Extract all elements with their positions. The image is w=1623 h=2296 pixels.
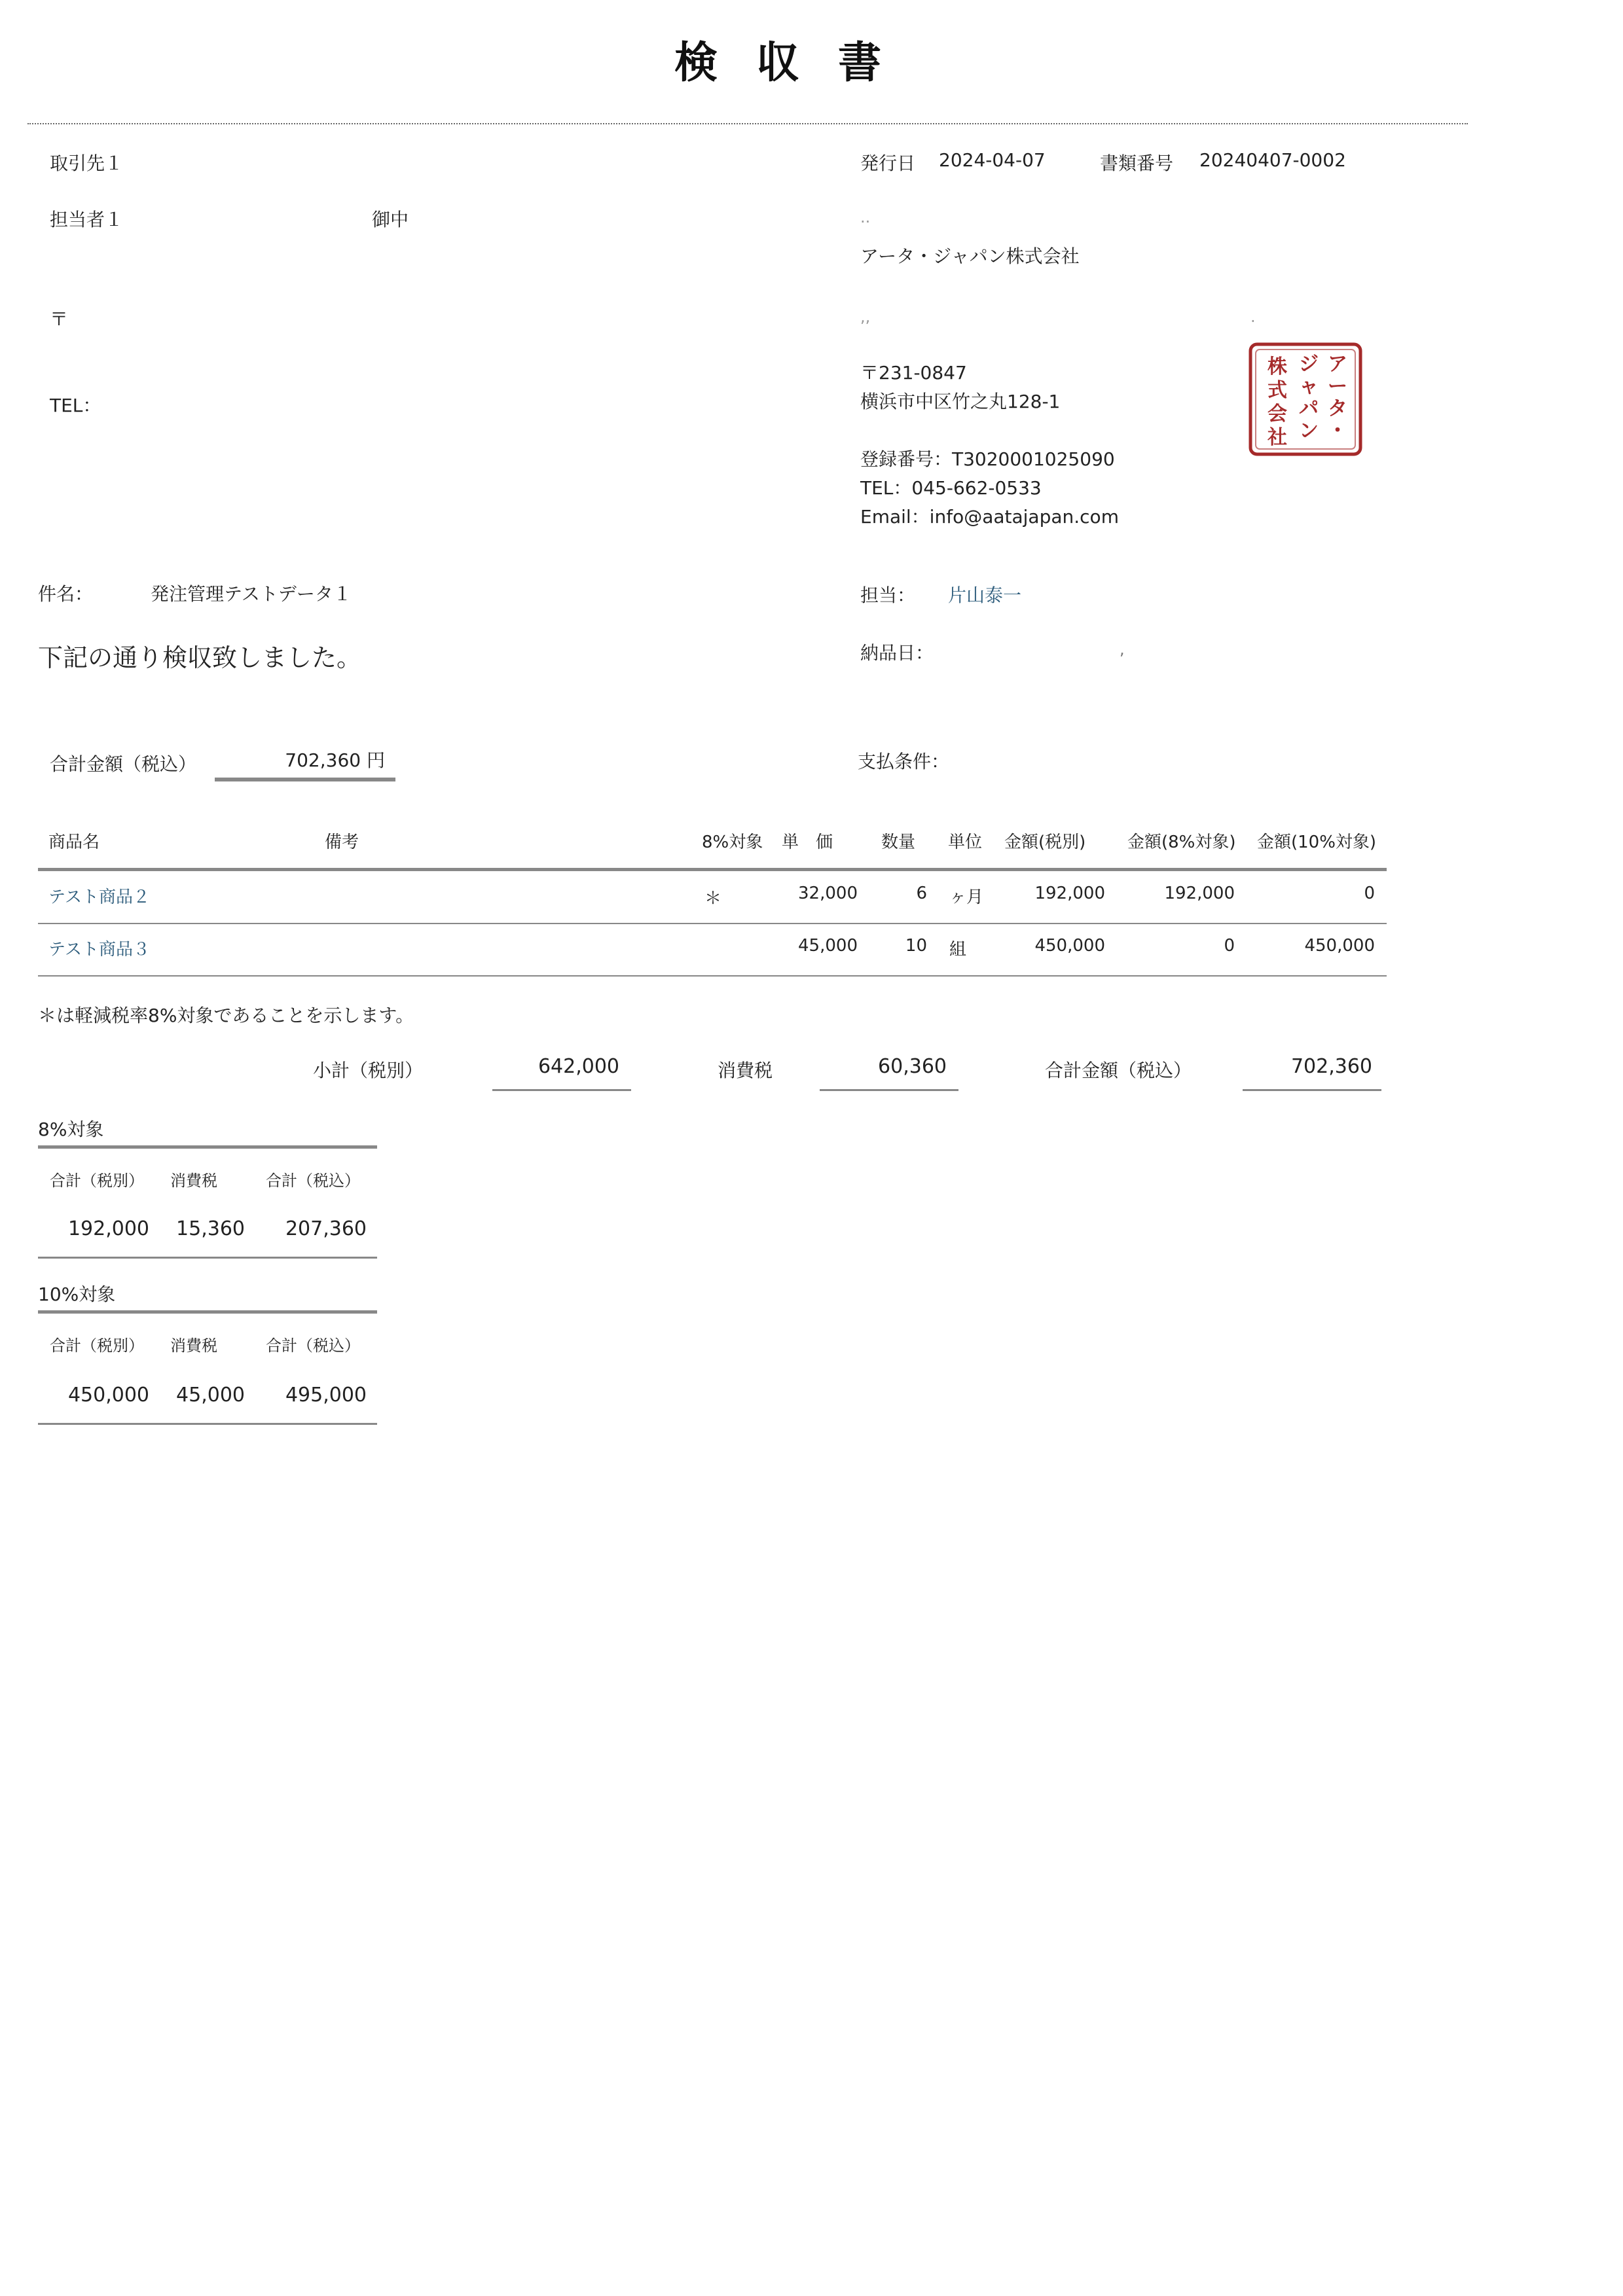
row-divider [38, 923, 1387, 924]
total-box-value: 702,360 円 [285, 749, 385, 771]
payment-terms-label: 支払条件： [858, 751, 950, 772]
svg-text:式: 式 [1267, 379, 1287, 402]
tax-10-header-total: 合計（税込） [266, 1336, 360, 1355]
subtotal-value: 642,000 [538, 1055, 619, 1078]
row-amount-8: 0 [1224, 936, 1235, 956]
row-quantity: 10 [905, 936, 927, 956]
table-header-rule [38, 868, 1387, 871]
svg-text:会: 会 [1267, 403, 1287, 425]
client-postal-mark: 〒 [50, 308, 69, 330]
total-box-underline [215, 778, 395, 781]
company-seal-stamp [1248, 342, 1363, 457]
tax-10-bottom-rule [38, 1423, 377, 1425]
tax-8-header-subtotal: 合計（税別） [50, 1172, 144, 1190]
subject-value: 発注管理テストデータ１ [151, 583, 352, 605]
acceptance-message: 下記の通り検収致しました。 [38, 643, 362, 672]
row-amount-10: 0 [1364, 884, 1375, 903]
tax-8-header-total: 合計（税込） [266, 1172, 360, 1190]
tax-label: 消費税 [718, 1060, 773, 1081]
docno-label: 書類番号 [1100, 152, 1174, 174]
issuer-email: Email：info@aatajapan.com [860, 506, 1119, 528]
col-header-unit: 単位 [948, 833, 983, 852]
issuer-dots-2: ,, [860, 308, 871, 326]
subtotal-label: 小計（税別） [313, 1060, 424, 1081]
row-amount: 450,000 [1034, 936, 1105, 956]
issuer-dot-3: . [1250, 308, 1256, 326]
document-title: 検 収 書 [674, 37, 893, 88]
svg-text:社: 社 [1267, 426, 1287, 449]
tax-underline [820, 1089, 958, 1091]
svg-text:ア: ア [1328, 353, 1347, 376]
total-box-label: 合計金額（税込） [50, 753, 197, 775]
svg-text:ー: ー [1328, 375, 1347, 398]
svg-text:・: ・ [1328, 420, 1347, 442]
row-unit-price: 32,000 [798, 884, 858, 903]
row-amount-10: 450,000 [1304, 936, 1375, 956]
col-header-item-name: 商品名 [48, 833, 100, 852]
issuer-tel: TEL：045-662-0533 [860, 477, 1042, 499]
subject-label: 件名： [38, 583, 94, 605]
client-company: 取引先１ [50, 152, 124, 174]
table-bottom-rule [38, 975, 1387, 977]
svg-text:株: 株 [1267, 355, 1287, 378]
client-honorific: 御中 [372, 209, 409, 230]
col-header-unit-price: 単 価 [782, 833, 833, 852]
row-item-name: テスト商品３ [48, 940, 150, 960]
subtotal-underline [492, 1089, 631, 1091]
staff-value: 片山泰一 [948, 584, 1022, 606]
tax-10-heading: 10%対象 [38, 1283, 116, 1305]
col-header-reduced: 8%対象 [702, 833, 763, 852]
svg-text:パ: パ [1299, 397, 1319, 420]
title-divider [27, 123, 1468, 124]
col-header-amount-10: 金額(10%対象) [1257, 833, 1377, 852]
grand-total-value: 702,360 [1290, 1055, 1372, 1078]
tax-8-subtotal: 192,000 [67, 1217, 149, 1240]
row-unit: 組 [949, 940, 967, 960]
client-person: 担当者１ [50, 209, 124, 230]
grand-total-underline [1243, 1089, 1381, 1091]
docno: 20240407-0002 [1199, 149, 1346, 171]
row-unit-price: 45,000 [798, 936, 858, 956]
tax-8-heading: 8%対象 [38, 1119, 104, 1140]
staff-label: 担当： [860, 584, 916, 606]
svg-text:ャ: ャ [1299, 375, 1319, 398]
tax-value: 60,360 [878, 1055, 947, 1078]
row-quantity: 6 [916, 884, 927, 903]
issue-date: 2024-04-07 [939, 149, 1046, 171]
tax-8-tax: 15,360 [176, 1217, 245, 1240]
tax-10-subtotal: 450,000 [67, 1384, 149, 1407]
grand-total-label: 合計金額（税込） [1045, 1060, 1192, 1081]
col-header-amount: 金額(税別) [1004, 833, 1086, 852]
tax-10-tax: 45,000 [176, 1384, 245, 1407]
issuer-registration: 登録番号：T3020001025090 [860, 448, 1115, 470]
issue-date-label: 発行日 [860, 152, 916, 174]
client-tel-label: TEL： [50, 395, 101, 416]
delivery-label: 納品日： [860, 642, 934, 664]
row-item-name: テスト商品２ [48, 888, 150, 907]
row-amount: 192,000 [1034, 884, 1105, 903]
col-header-quantity: 数量 [881, 833, 916, 852]
row-reduced-mark: ＊ [704, 889, 722, 908]
tax-8-total: 207,360 [285, 1217, 367, 1240]
tax-10-header-tax: 消費税 [170, 1336, 217, 1355]
svg-text:タ: タ [1328, 397, 1347, 420]
row-amount-8: 192,000 [1164, 884, 1235, 903]
issuer-postal: 〒231-0847 [860, 362, 967, 384]
issuer-address: 横浜市中区竹之丸128-1 [860, 391, 1061, 412]
issuer-company: アータ・ジャパン株式会社 [860, 245, 1080, 267]
tax-10-total: 495,000 [285, 1384, 367, 1407]
svg-text:ジ: ジ [1299, 353, 1319, 376]
svg-text:ン: ン [1299, 420, 1319, 442]
issuer-dots-1: .. [860, 208, 871, 226]
tax-8-bottom-rule [38, 1257, 377, 1259]
tax-8-header-tax: 消費税 [170, 1172, 217, 1190]
row-unit: ヶ月 [949, 888, 984, 907]
reduced-rate-footnote: ＊は軽減税率8%対象であることを示します。 [38, 1005, 414, 1026]
tax-10-top-rule [38, 1310, 377, 1314]
col-header-note: 備考 [325, 833, 359, 852]
col-header-amount-8: 金額(8%対象) [1127, 833, 1236, 852]
tax-8-top-rule [38, 1145, 377, 1149]
tax-10-header-subtotal: 合計（税別） [50, 1336, 144, 1355]
delivery-value: , [1120, 640, 1125, 658]
